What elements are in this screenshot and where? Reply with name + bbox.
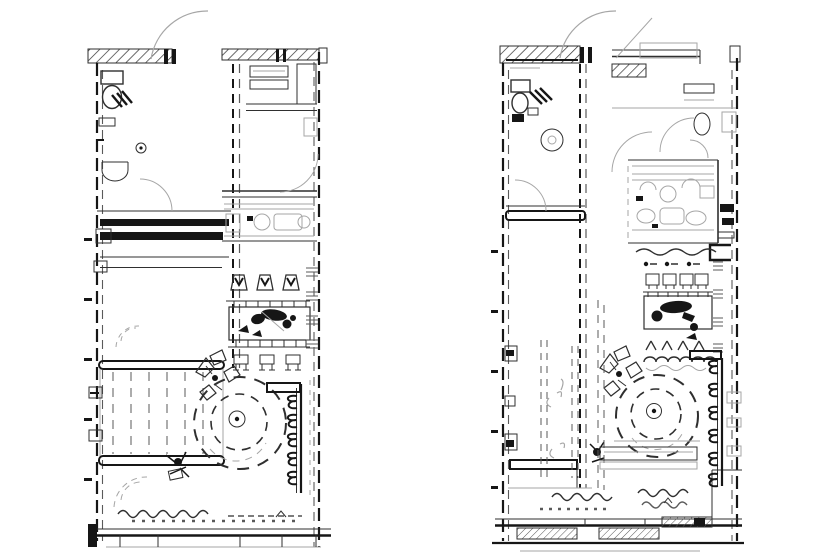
second-bathroom: [684, 84, 736, 352]
window-mullion-marks: [306, 268, 318, 348]
bathroom: [510, 68, 563, 211]
wash-basin: [102, 162, 128, 170]
hatched-wall: [88, 49, 172, 63]
hob-icon: [660, 186, 676, 202]
table-plant: [660, 300, 693, 314]
media-unit: [600, 441, 700, 469]
bed: [89, 361, 224, 480]
hatched-wall: [612, 64, 646, 77]
toilet-bowl: [512, 93, 528, 113]
right-floor-plan: [491, 11, 744, 551]
wall-ticks: [84, 238, 92, 481]
bathroom: [96, 71, 172, 211]
toilet-bowl: [694, 113, 710, 135]
hall-door-swings: [612, 118, 694, 172]
hob-icon: [254, 214, 270, 230]
kitchen-counter: [224, 204, 314, 236]
hatched-wall: [222, 49, 319, 60]
radiator: [517, 528, 577, 539]
dining-set: [226, 275, 310, 370]
area-rug: [194, 377, 286, 469]
sink-icon: [660, 208, 684, 224]
window-mullion-marks: [713, 262, 723, 352]
dining-set: [643, 274, 716, 371]
toilet-tank: [511, 80, 530, 92]
area-rug: [616, 375, 698, 457]
hall-closet: [250, 64, 317, 136]
bedroom: [505, 300, 604, 490]
door-swings: [116, 154, 318, 347]
wall-ticks: [491, 250, 498, 489]
door-swing: [140, 179, 172, 211]
left-floor-plan: [84, 11, 331, 547]
curtain-scallops: [118, 511, 302, 522]
door-swing-bottom: [114, 477, 147, 507]
toilet-tank: [101, 71, 123, 84]
curtain-scallops: [540, 490, 688, 510]
kitchen: [632, 174, 731, 260]
wash-basin: [541, 129, 563, 151]
toilet-bowl: [103, 86, 122, 109]
wardrobe-shelves: [94, 219, 229, 272]
sofa: [267, 380, 310, 500]
radiator: [599, 528, 659, 539]
pendant-lights: [636, 249, 716, 266]
walls: [491, 43, 744, 551]
